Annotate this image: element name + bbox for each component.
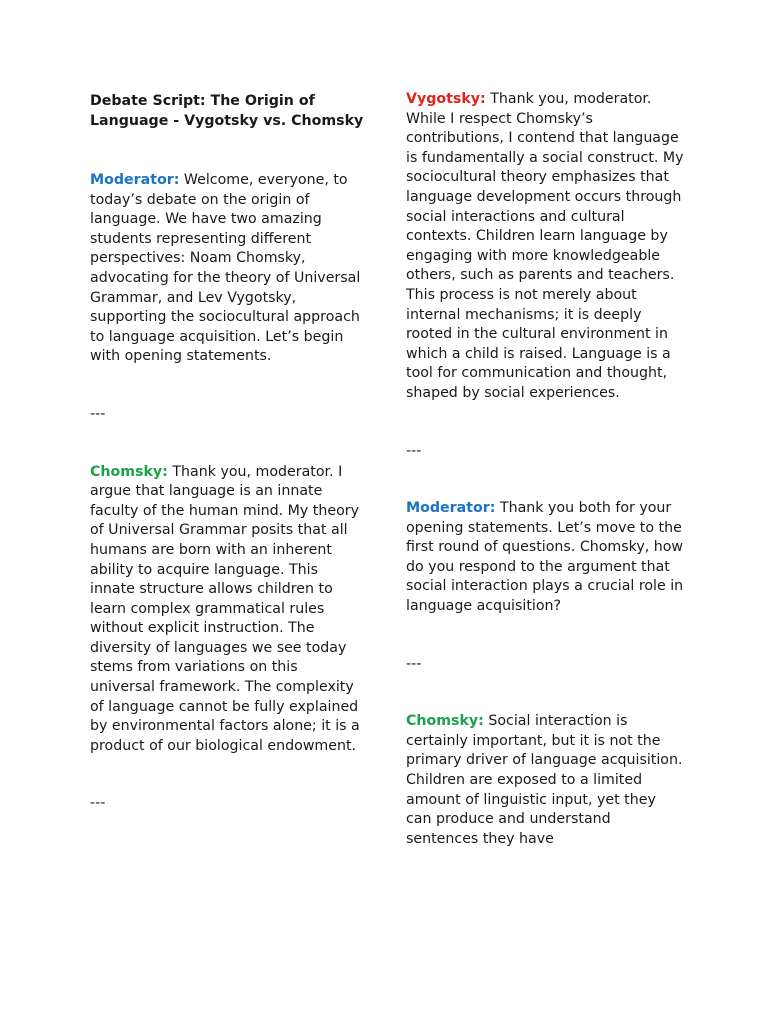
- speech-text: Thank you, moderator. While I respect Chomsky’s contributions, I contend that language is fundamentally a social construct. My sociocultural theory emphasizes that language development occurs through social interactions and cultural contexts. Children learn language by engaging with more knowledgeable others, such as parents and teachers. This process is not merely about internal mechanisms; it is deeply rooted in the cultural environment in which a child is raised. Language is a tool for communication and thought, shaped by social experiences.: [406, 91, 684, 401]
- speech-moderator-welcome: [90, 171, 366, 367]
- separator: ---: [406, 655, 422, 672]
- speaker-label-chomsky: Chomsky:: [406, 713, 484, 730]
- speaker-label-vygotsky: Vygotsky:: [406, 91, 486, 107]
- speech-text: Thank you both for your opening statements. Let’s move to the first round of questions. Chomsky, how do you respond to the argument that social interaction plays a crucial role in language acquisition?: [406, 500, 684, 615]
- speech-chomsky-response: [406, 712, 684, 849]
- separator: ---: [90, 795, 106, 812]
- speech-chomsky-opening: [90, 463, 366, 757]
- speech-text: Welcome, everyone, to today’s debate on the origin of language. We have two amazing students representing different perspectives: Noam Chomsky, advocating for the theory of Universal Grammar, and Lev Vygotsky, supporting the sociocultural approach to language acquisition. Let’s begin with opening statements.: [90, 172, 361, 365]
- document-title: Debate Script: The Origin of Language - Vygotsky vs. Chomsky: [90, 93, 364, 129]
- separator: ---: [406, 442, 422, 459]
- speech-moderator-questions: [406, 499, 684, 617]
- speech-text: Social interaction is certainly important, but it is not the primary driver of language acquisition. Children are exposed to a limited amount of linguistic input, yet they can produce and understand sentences they have: [406, 713, 683, 847]
- speaker-label-chomsky: Chomsky:: [90, 463, 168, 480]
- speaker-label-moderator: Moderator:: [406, 500, 496, 517]
- right-column: [406, 90, 684, 849]
- speech-text: Thank you, moderator. I argue that language is an innate faculty of the human mind. My theory of Universal Grammar posits that all humans are born with an inherent ability to acquire language. This innate structure allows children to learn complex grammatical rules without explicit instruction. The diversity of languages we see today stems from variations on this universal framework. The complexity of language cannot be fully explained by environmental factors alone; it is a product of our biological endowment.: [90, 463, 360, 754]
- speaker-label-moderator: Moderator:: [90, 172, 180, 188]
- separator: ---: [90, 405, 106, 422]
- left-column: [90, 90, 366, 814]
- speech-vygotsky-opening: [406, 90, 684, 404]
